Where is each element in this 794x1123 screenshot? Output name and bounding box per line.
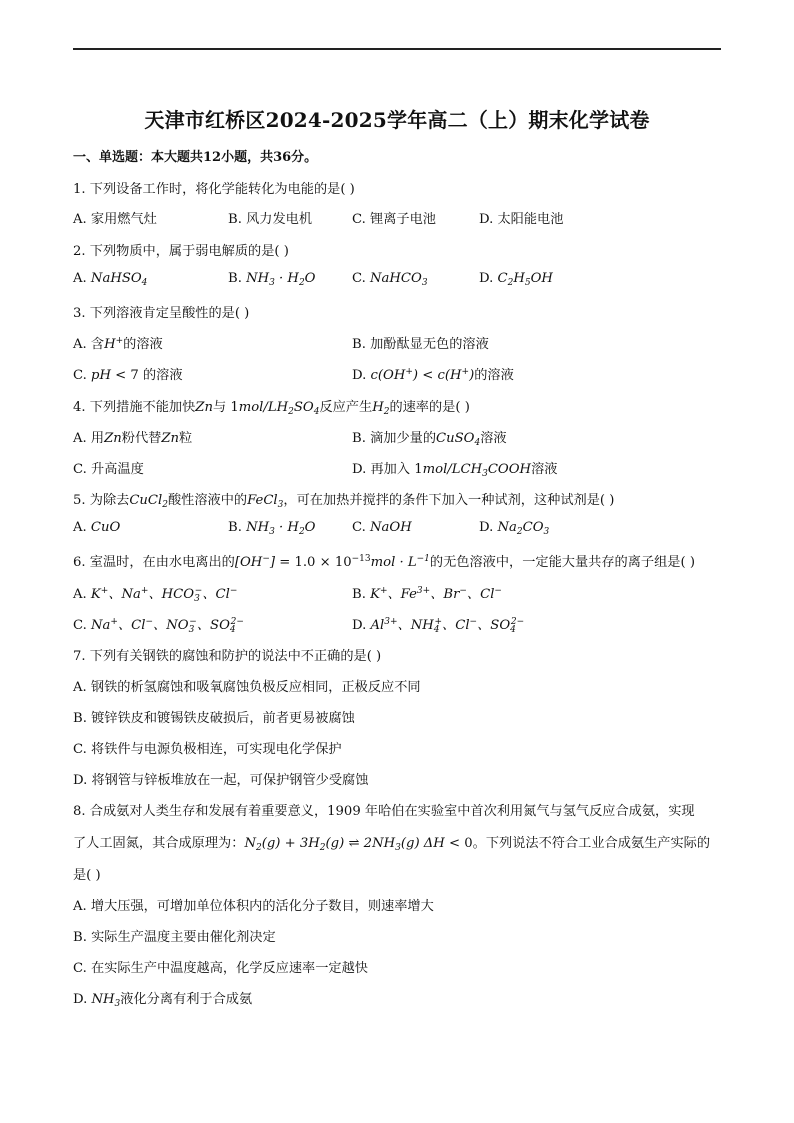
q5-option-a[interactable]: A. CuO bbox=[73, 520, 121, 535]
q2-option-c[interactable]: C. NaHCO$_3$ bbox=[352, 271, 428, 288]
question-7-stem: 7. 下列有关钢铁的腐蚀和防护的说法中不正确的是( ) bbox=[73, 649, 382, 664]
question-6-stem: 6. 室温时，在由水电离出的$[OH^-] = 1.0 \times 10^{-13}mol \cdot L^{-1}$的无色溶液中，一定能大量共存的离子组是( ) bbox=[73, 554, 695, 570]
question-1-stem: 1. 下列设备工作时，将化学能转化为电能的是( ) bbox=[73, 182, 355, 197]
q7-option-b[interactable]: B. 镀锌铁皮和镀锡铁皮破损后，前者更易被腐蚀 bbox=[73, 711, 355, 726]
question-2-stem: 2. 下列物质中，属于弱电解质的是( ) bbox=[73, 244, 289, 259]
q5-option-c[interactable]: C. NaOH bbox=[352, 520, 412, 535]
q4-option-c[interactable]: C. 升高温度 bbox=[73, 462, 144, 477]
q7-option-d[interactable]: D. 将钢管与锌板堆放在一起，可保护钢管少受腐蚀 bbox=[73, 773, 369, 788]
question-3-stem: 3. 下列溶液肯定呈酸性的是( ) bbox=[73, 306, 250, 321]
q5-option-b[interactable]: B. $NH_3 \cdot H_2O$ bbox=[228, 520, 316, 537]
q2-option-b[interactable]: B. $NH_3 \cdot H_2O$ bbox=[228, 271, 316, 288]
q8-option-d[interactable]: D. $NH_3$液化分离有利于合成氨 bbox=[73, 992, 253, 1009]
header-rule bbox=[73, 48, 721, 50]
q8-option-b[interactable]: B. 实际生产温度主要由催化剂决定 bbox=[73, 930, 276, 945]
q7-option-c[interactable]: C. 将铁件与电源负极相连，可实现电化学保护 bbox=[73, 742, 342, 757]
section-heading: 一、单选题：本大题共12小题，共36分。 bbox=[73, 150, 318, 165]
question-8-stem-line-3: 是( ) bbox=[73, 868, 101, 883]
q5-option-d[interactable]: D. $Na_2CO_3$ bbox=[479, 520, 550, 537]
q6-option-c[interactable]: C. Na+、Cl−、$NO_3^-$、$SO_4^{2-}$ bbox=[73, 617, 244, 635]
q3-option-c[interactable]: C. pH < 7 的溶液 bbox=[73, 368, 183, 383]
q4-option-a[interactable]: A. 用Zn粉代替Zn粒 bbox=[73, 431, 193, 446]
q2-option-d[interactable]: D. $C_2H_5OH$ bbox=[479, 271, 553, 288]
q8-option-c[interactable]: C. 在实际生产中温度越高，化学反应速率一定越快 bbox=[73, 961, 368, 976]
question-4-stem: 4. 下列措施不能加快Zn与 $1mol/LH_2SO_4$反应产生$H_2$的速率的是( ) bbox=[73, 400, 470, 417]
q8-option-a[interactable]: A. 增大压强，可增加单位体积内的活化分子数目，则速率增大 bbox=[73, 899, 434, 914]
q6-option-d[interactable]: D. $Al^{3+}$、$NH_4^+$、Cl−、$SO_4^{2-}$ bbox=[352, 617, 525, 635]
q7-option-a[interactable]: A. 钢铁的析氢腐蚀和吸氧腐蚀负极反应相同，正极反应不同 bbox=[73, 680, 421, 695]
q1-option-c[interactable]: C. 锂离子电池 bbox=[352, 212, 436, 227]
q1-option-a[interactable]: A. 家用燃气灶 bbox=[73, 212, 157, 227]
question-8-stem-line-1: 8. 合成氨对人类生存和发展有着重要意义，1909 年哈伯在实验室中首次利用氮气与氢气反应合成氨，实现 bbox=[73, 804, 695, 819]
q1-option-b[interactable]: B. 风力发电机 bbox=[228, 212, 313, 227]
q6-option-a[interactable]: A. K+、Na+、$HCO_3^-$、Cl− bbox=[73, 586, 238, 604]
q3-option-d[interactable]: D. c(OH+) < c(H+)的溶液 bbox=[352, 367, 514, 383]
page-title: 天津市红桥区2024-2025学年高二（上）期末化学试卷 bbox=[144, 108, 650, 132]
q1-option-d[interactable]: D. 太阳能电池 bbox=[479, 212, 564, 227]
q3-option-b[interactable]: B. 加酚酞显无色的溶液 bbox=[352, 337, 489, 352]
question-8-stem-line-2: 了人工固氮，其合成原理为：$N_2(g) + 3H_2(g)$ ⇌ $2NH_3(g) \Delta H < 0$。下列说法不符合工业合成氨生产实际的 bbox=[73, 836, 711, 853]
q3-option-a[interactable]: A. 含H+的溶液 bbox=[73, 336, 163, 352]
q6-option-b[interactable]: B. K+、$Fe^{3+}$、Br−、Cl− bbox=[352, 586, 502, 602]
question-5-stem: 5. 为除去CuCl$_2$酸性溶液中的FeCl$_3$，可在加热并搅拌的条件下加入一种试剂，这种试剂是( ) bbox=[73, 493, 615, 510]
q4-option-d[interactable]: D. 再加入 $1mol/LCH_3COOH$溶液 bbox=[352, 462, 558, 479]
q2-option-a[interactable]: A. NaHSO$_4$ bbox=[73, 271, 148, 288]
q4-option-b[interactable]: B. 滴加少量的CuSO$_4$溶液 bbox=[352, 431, 507, 448]
